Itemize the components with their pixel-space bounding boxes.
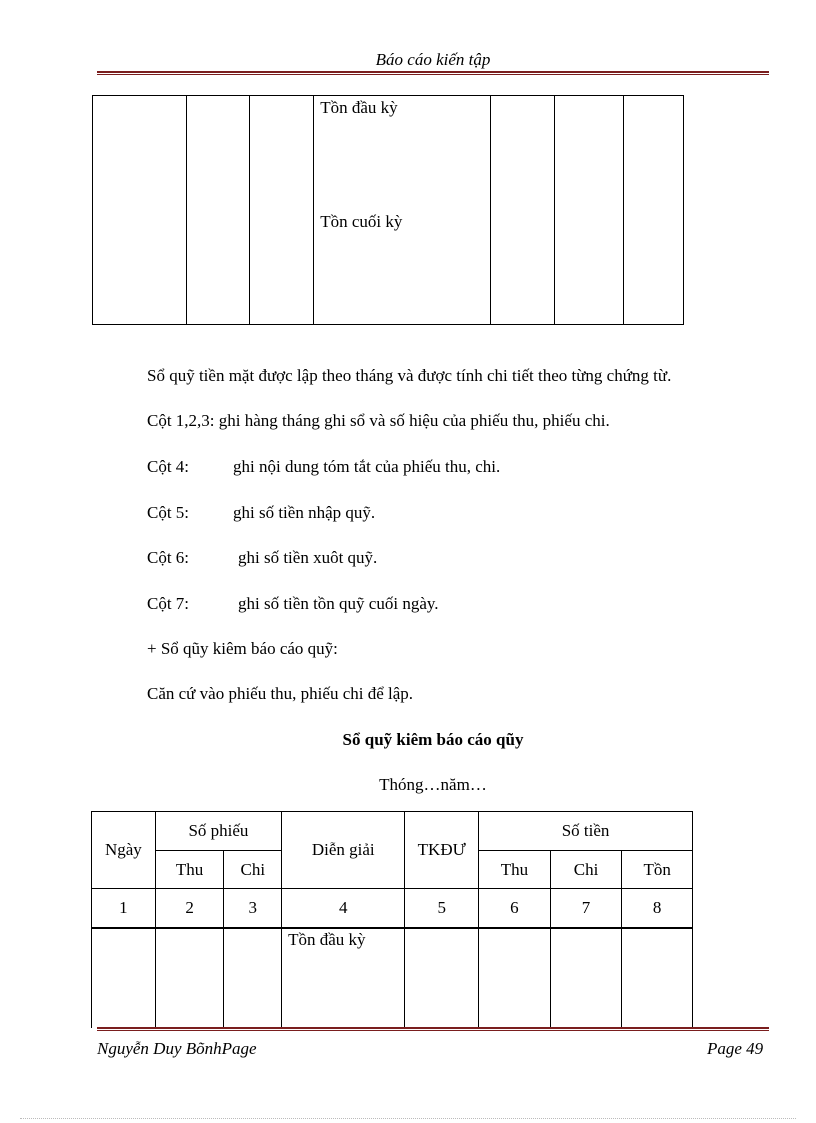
running-header-title: Báo cáo kiến tập bbox=[375, 50, 491, 69]
paragraph: Căn cứ vào phiếu thu, phiếu chi để lập. bbox=[147, 684, 414, 703]
column-label: Cột 7: bbox=[147, 594, 190, 613]
section-title: Sổ quỹ kiêm báo cáo qũy bbox=[342, 730, 524, 749]
column-number: 4 bbox=[282, 889, 405, 929]
header-account: TKĐƯ bbox=[405, 812, 479, 889]
column-label: Cột 5: bbox=[147, 503, 190, 522]
cash-book-table-continued bbox=[92, 95, 684, 325]
paragraph bbox=[147, 457, 500, 477]
column-number: 1 bbox=[92, 889, 156, 929]
paragraph bbox=[147, 594, 439, 614]
table-cell bbox=[624, 96, 684, 325]
table-cell bbox=[550, 928, 622, 1028]
cash-fund-report-table bbox=[91, 811, 693, 1028]
description-cell bbox=[314, 96, 490, 325]
column-number: 2 bbox=[155, 889, 224, 929]
table-cell bbox=[490, 96, 555, 325]
table-cell bbox=[405, 928, 479, 1028]
column-number: 8 bbox=[622, 889, 693, 929]
column-label: Cột 6: bbox=[147, 548, 190, 567]
header-amount: Số tiền bbox=[479, 812, 693, 851]
paragraph: Sổ quỹ tiền mặt được lập theo tháng và được tính chi tiết theo từng chứng từ. bbox=[147, 366, 672, 385]
header-balance: Tồn bbox=[622, 851, 693, 889]
column-desc: ghi nội dung tóm tắt của phiếu thu, chi. bbox=[233, 457, 501, 476]
column-desc: ghi số tiền nhập quỹ. bbox=[233, 503, 376, 522]
table-cell bbox=[155, 928, 224, 1028]
table-cell bbox=[186, 96, 250, 325]
paragraph: Cột 1,2,3: ghi hàng tháng ghi sổ và số hiệu của phiếu thu, phiếu chi. bbox=[147, 411, 610, 430]
header-voucher-out: Chi bbox=[224, 851, 282, 889]
table-cell bbox=[622, 928, 693, 1028]
opening-balance-label: Tồn đầu kỳ bbox=[320, 98, 398, 117]
table-cell bbox=[224, 928, 282, 1028]
table-cell bbox=[250, 96, 314, 325]
column-desc: ghi số tiền tồn quỹ cuối ngày. bbox=[238, 594, 439, 613]
page-edge-divider bbox=[20, 1118, 796, 1119]
table-cell bbox=[93, 96, 187, 325]
header-amount-out: Chi bbox=[550, 851, 622, 889]
page-number: Page 49 bbox=[707, 1039, 764, 1058]
table-cell bbox=[92, 928, 156, 1028]
column-label: Cột 4: bbox=[147, 457, 190, 476]
header-voucher-in: Thu bbox=[155, 851, 224, 889]
footer-rule bbox=[97, 1027, 769, 1031]
column-number: 3 bbox=[224, 889, 282, 929]
table-cell bbox=[555, 96, 624, 325]
header-amount-in: Thu bbox=[479, 851, 551, 889]
header-date: Ngày bbox=[92, 812, 156, 889]
opening-balance-label: Tồn đầu kỳ bbox=[282, 928, 405, 1028]
paragraph bbox=[147, 548, 377, 568]
header-description: Diễn giải bbox=[282, 812, 405, 889]
column-number: 7 bbox=[550, 889, 622, 929]
section-subtitle: Thóng…năm… bbox=[379, 775, 487, 794]
paragraph: + Sổ qũy kiêm báo cáo quỹ: bbox=[147, 639, 338, 658]
footer-author: Nguyễn Duy BõnhPage bbox=[97, 1039, 257, 1058]
header-rule bbox=[97, 71, 769, 75]
header-voucher: Số phiếu bbox=[155, 812, 281, 851]
column-number: 6 bbox=[479, 889, 551, 929]
column-number: 5 bbox=[405, 889, 479, 929]
column-desc: ghi số tiền xuôt quỹ. bbox=[238, 548, 378, 567]
closing-balance-label: Tồn cuối kỳ bbox=[320, 212, 403, 231]
table-cell bbox=[479, 928, 551, 1028]
paragraph bbox=[147, 503, 375, 523]
